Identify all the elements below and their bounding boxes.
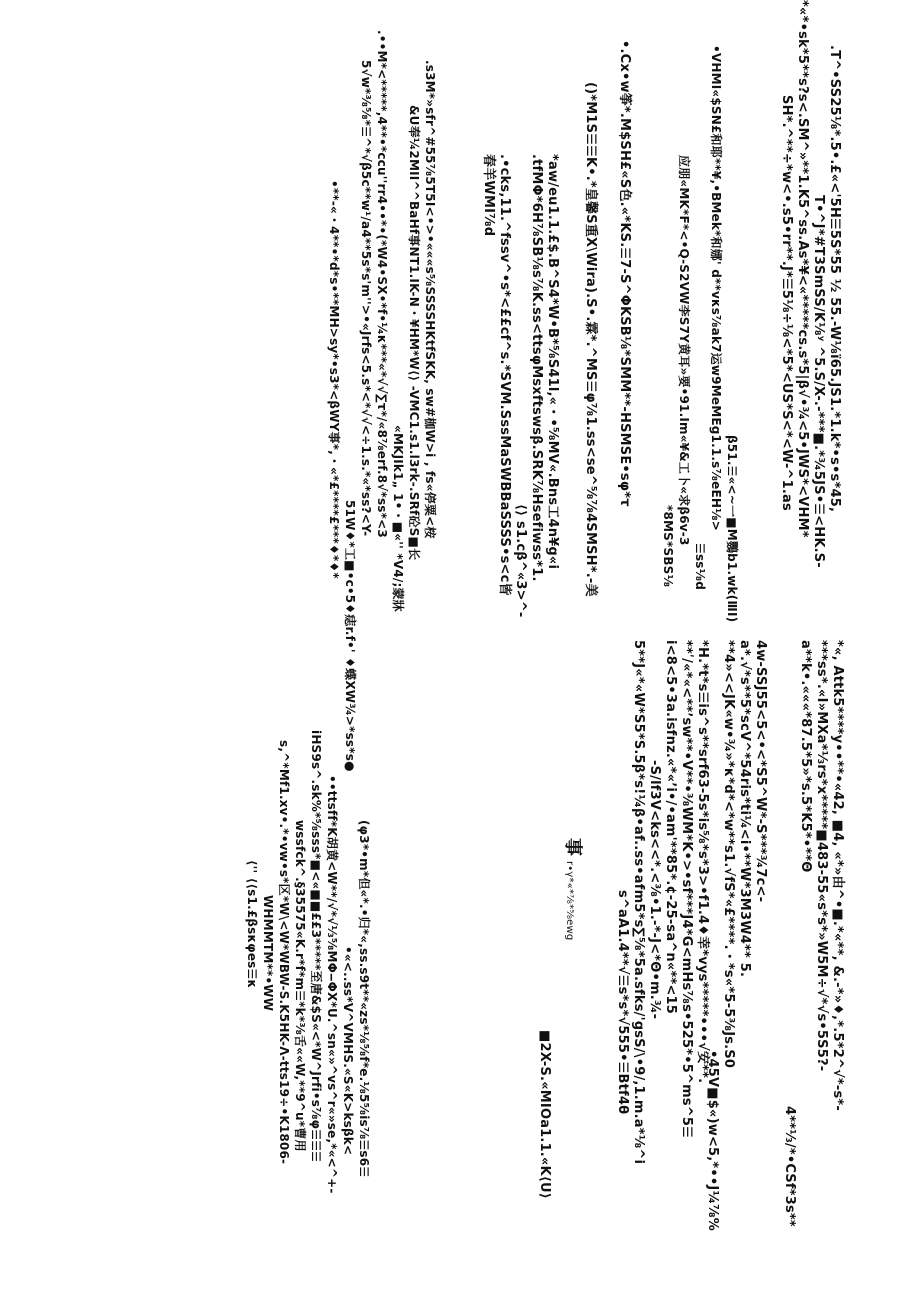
text-line: .••M*<*****,4**•*ccu''rr4••*•(*W4•SX•*f•¼κ***«*√√∑τ*/«8⅞erf.8√*ss*<3 — [375, 30, 389, 538]
text-line: β51.☰«<~一■M鸚b1.wk(ⅢI) — [725, 435, 739, 623]
right-block-5 — [536, 1030, 552, 1199]
text-line: 4w-SSJ55<5<•<*S5^W*-S***¾7c<- — [753, 640, 768, 903]
text-line: a*.√*s**5*scV^*54ris*ti¼<i•**W*3M3W4** 5. — [737, 640, 752, 978]
right-block-2 — [704, 640, 768, 1231]
text-line: •«<..ss*V^VMHS.«S«K>ksβk< — [341, 946, 355, 1156]
text-line: *aw/eu1.1.£$.B^S4*W•B*⅝S41l,«・•⅝MV«.Bns工4n¥g«i — [545, 154, 560, 570]
text-line: 51W♦*工■•c•5♦痣r.f•' ♦蝶XW¾>*ss*s● — [343, 500, 357, 772]
text-line: *«*•sk*5**s?s<.SM^»**1.K5^ss.As*¥<«*****cs.s*5|β√•¾<5•JWS*<VHM* — [795, 0, 810, 538]
text-line: &U奉¼2MII^^BaHf事NT1.IK-N・¥HM*W⟨⟩ -VMC1.s1.l3rk-.SRf砼S■长 — [407, 105, 421, 561]
left-block-3 — [616, 40, 632, 507]
left-block-2 — [660, 45, 740, 622]
text-line: a**k•.«««*87.5*5»*s.5*K5*•**Θ — [798, 640, 813, 873]
text-line: ••ttsff*K胡黄<W**/√*√⅓⅝MΦ‒ΦX*U.^sn«»^vs^r«»se,*«<^+- — [325, 775, 339, 1194]
text-line: -S/lf3V<ks<<*.<⅜•1.-*-J<*Θ•m.¾- — [647, 760, 662, 1020]
text-line: SH*.^**÷*w<•.s5•rr**.J*☰5⅛÷⅛<*5*<US*S<*<W-^1.as — [779, 95, 794, 511]
text-line: ■2X-S.«MIOa1.1.«K⟨U⟩ — [537, 1030, 552, 1199]
text-line: *8MS*SBS⅛ — [661, 505, 675, 588]
text-line: 5**J«*«W*S5*S.5β*s!¼β•af..ss•afm5*s∑⅝*5a.sfks/'gsS/\•9/,1.m.a*⅛^i — [631, 640, 646, 1165]
text-line: 应朋«MK*F*<•Q-S2VW李S7Y黄耳»要•91.Im«¥&工卜«求β6v-3 — [677, 155, 691, 546]
text-line: 4**⅓/*•CSf*3s** — [782, 1106, 797, 1227]
text-line: •VHMI«$SN£和耶**¥,•BMek*和娜' d**vκs⅞ak7运w9MeMEg1.1.s⅞eEH⅛> — [709, 45, 723, 531]
text-line: ☰ss⅛d — [693, 543, 707, 591]
text-line: (φ3*•m*但«*.•归*«,ss.s9t**«zs*⅛⅝f*e.⅛5⅝is⅞☰s6☰ — [357, 820, 371, 1178]
text-line: 春羊WMI⅞d — [481, 154, 496, 237]
text-line: •.Cx•w筝*.M$SH£«S色.«*KS.☰7-S^ΦKSB⅛*SMM**-HSMSE•sφ*τ — [617, 40, 632, 507]
right-block-4 — [561, 838, 583, 941]
text-line: s,^*Mf1.xv•.*•vw•s*区*W\<W*WBW-S.K5HK-Λ-tts19÷•K1806- — [277, 740, 291, 1165]
right-block-3 — [614, 640, 710, 1164]
text-line: s^aA1.4**√☰s*s*√555•☰Btf4θ — [615, 890, 630, 1115]
text-line: ()*M1S☰☰K•.*皇馨S重X\Wira).S•.霖*.^MS☰φ⅞1.ss<se^⅝⅞4SMSH*.-美 — [583, 82, 598, 597]
right-block-1 — [781, 640, 845, 1227]
text-line: •**-«・4**•*d*s•**MH>sy*•s3*<βWY事*,・«*£****£***♦*♦* — [327, 180, 341, 579]
text-line: **4»<<JK«w•¾»*κ*d*<*w**s1.√fS*«£****.・*s«*5-5⅜Js.S0 — [721, 640, 736, 1069]
left-block-5 — [480, 154, 560, 617]
text-line: WHMMTM**•WW — [261, 895, 275, 1012]
text-line: ⟨'' ⟨⟨s1.£βsκφes☰κ — [245, 860, 259, 989]
left-block-1 — [778, 0, 842, 568]
heading-glyph: 事 — [562, 838, 583, 857]
text-line: ⟨⟩ s1.cβ^«3>^- — [513, 504, 528, 618]
text-line: *H.*t*s☰is^s**srf63-5s*is⅝*s*3>•f1.4♦幸*vys*****•••√安**. — [695, 640, 710, 1084]
left-block-4 — [582, 82, 598, 597]
text-line: iHS9s^.sk%*⅝sss*■<«■■££3*****至唐&$S«<*W^Jrfi•s⅞φ☰☰☰ — [309, 730, 323, 1163]
text-line: .T^•SS25⅛*.5•.£«<'5H☰5S*55 ½ 55.-W⅛ï65.JS1.*1.k*•s•s*45, — [827, 45, 842, 513]
text-line: T•^J*#T3SmSS/K⅛ʸ ^5.S/X-.-***■.*¾5JS•☰<HK.S- — [811, 195, 826, 568]
right-block-6 — [244, 730, 372, 1194]
text-line: ***ss*.«Ⅰ»MXa*⅓rs*x*****■483-55«s*s*»W5M÷√*√s•5S5?- — [814, 640, 829, 1072]
text-line: .s3M*»sfr^#55⅞5T5I<•>•«««s⅝SSSSHKtfSKK, sw#枷W>i , fs«停粟<桉 — [423, 60, 437, 539]
text-line — [561, 838, 583, 941]
text-line: «MKJIk1„ 1•・■«'' *V4/;蒙牀 — [391, 425, 405, 612]
text-line: wssfck^.§35575«K.r*f*m☰*k*⅜舌««W,**9^u*曹用 — [293, 820, 307, 1152]
text-line: **ʹ/«*«<**ʼsw**•V**•⅜WM*K•>•sf***J4*G<mHs⅞s•525*•5^ms^5☰ — [679, 640, 694, 1138]
text-line: *«, Attk5****y••**•«42, ■4, «*»由^•■.*«**, &.-*»♦,*.5*2^√*-s*- — [830, 640, 845, 1112]
text-line: .tfMΦ*6H⅞SB⅛s⅞K.ss<ttsφMsxftswsβ.SRK⅞Hsefiwss*1. — [529, 154, 544, 582]
left-block-6 — [326, 30, 438, 772]
text-line: •45V■$«)w<5,*••J¼⅞% — [705, 1050, 720, 1232]
heading-sub: r•γ*«*⅞*⅝ewg — [564, 860, 575, 941]
text-line: .•cks,11.^fssv^•s*<££cf^s.*SVM.SssMaSWBBaSSSS•s<c皆 — [497, 154, 512, 596]
text-line: i<8<5•3a.isfnz.«*«ʼi•/•am'**85*.¢-25-sa^n«**<15 — [663, 640, 678, 1015]
text-line: 5√w*⅜⅝*☰^*√β5c**w¹/a4**5s*s'm''>•«Jrfs<5.s*<*√√<÷1.s.*«*ss?<Y- — [359, 60, 373, 537]
